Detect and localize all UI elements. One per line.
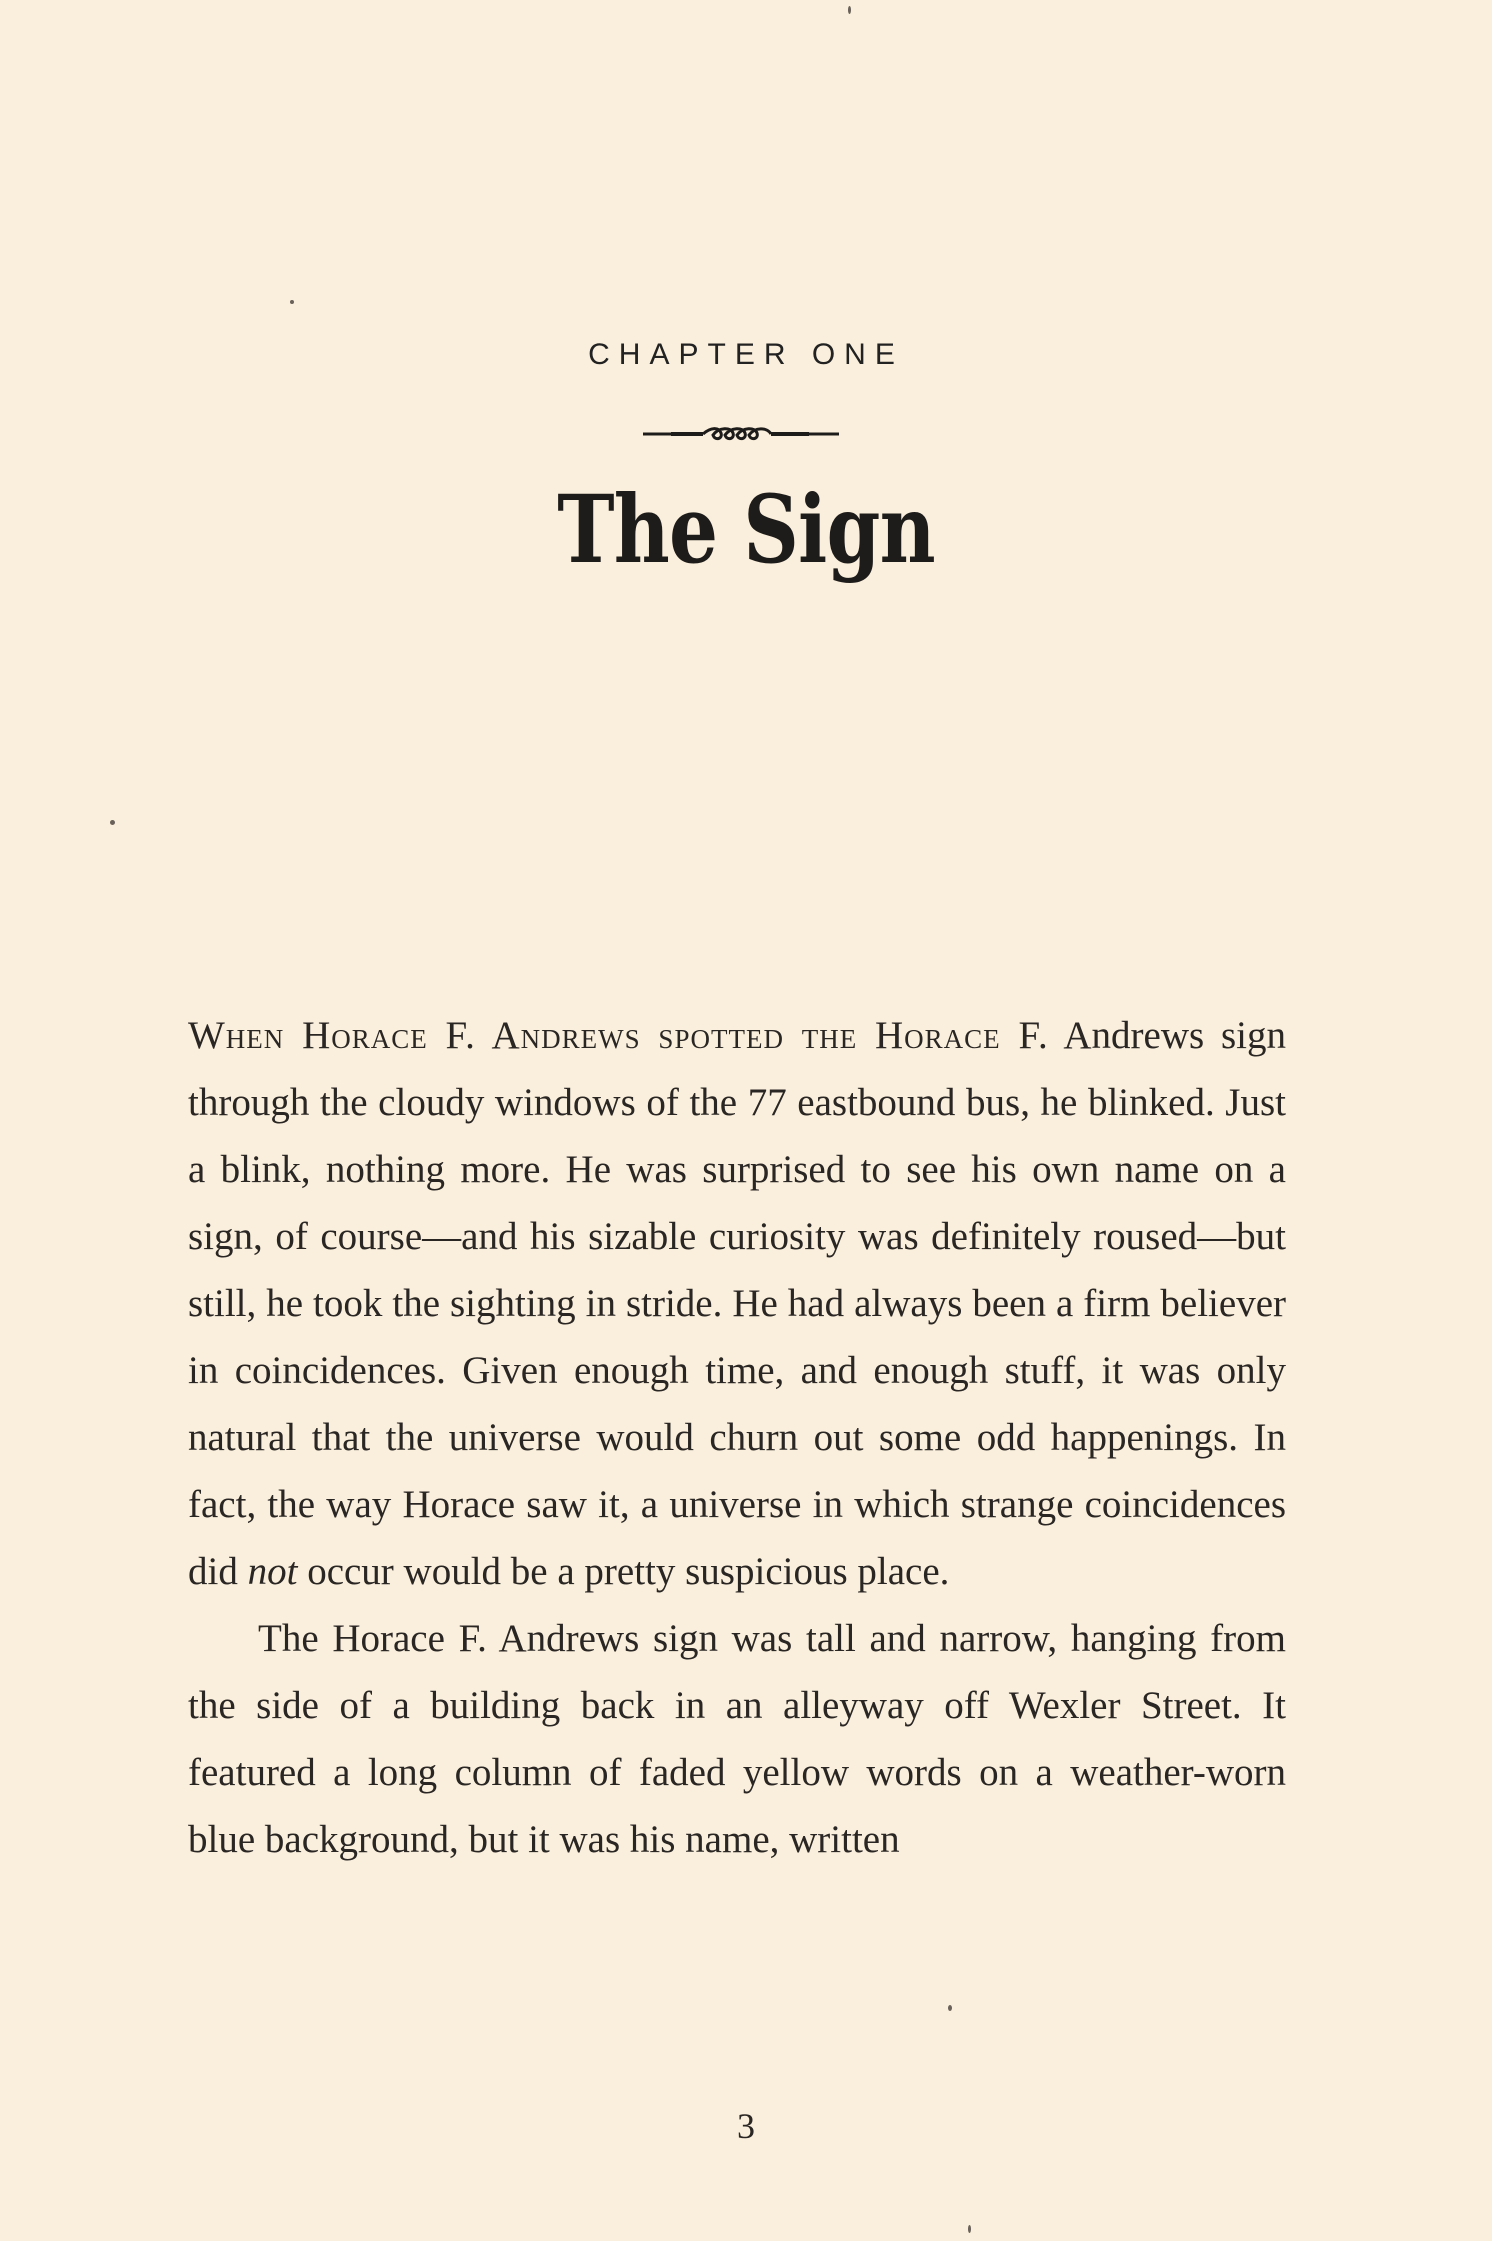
chapter-body	[188, 1002, 1286, 1873]
paragraph-1-tail: occur would be a pretty suspicious place.	[297, 1550, 950, 1593]
paper-speck	[110, 820, 115, 825]
paragraph-1	[188, 1002, 1286, 1605]
paragraph-1-text: Andrews sign through the cloudy windows of the 77 eastbound bus, he blinked. Just a blink, nothing more. He was surprised to see his own name on a sign, of course—and his sizable curiosity was definitely roused—but still, he took the sighting in stride. He had always been a firm believer in coincidences. Given enough time, and enough stuff, it was only natural that the universe would churn out some odd happenings. In fact, the way Horace saw it, a universe in which strange coincidences did	[188, 1014, 1286, 1593]
chapter-label: CHAPTER ONE	[588, 338, 904, 371]
paper-speck	[948, 2005, 952, 2011]
page-number: 3	[737, 2106, 755, 2146]
opening-small-caps: When Horace F. Andrews spotted the Horace F.	[188, 1014, 1049, 1057]
paragraph-2: The Horace F. Andrews sign was tall and narrow, hanging from the side of a building back in an alleyway off Wexler Street. It featured a long column of faded yellow words on a weather-worn blue background, but it was his name, written	[188, 1617, 1286, 1861]
chapter-title: The Sign	[557, 475, 935, 585]
scroll-flourish-icon	[641, 423, 841, 445]
paper-speck	[968, 2225, 971, 2233]
paper-speck	[848, 6, 851, 14]
paper-speck	[290, 300, 294, 304]
emphasis-word: not	[247, 1550, 298, 1593]
